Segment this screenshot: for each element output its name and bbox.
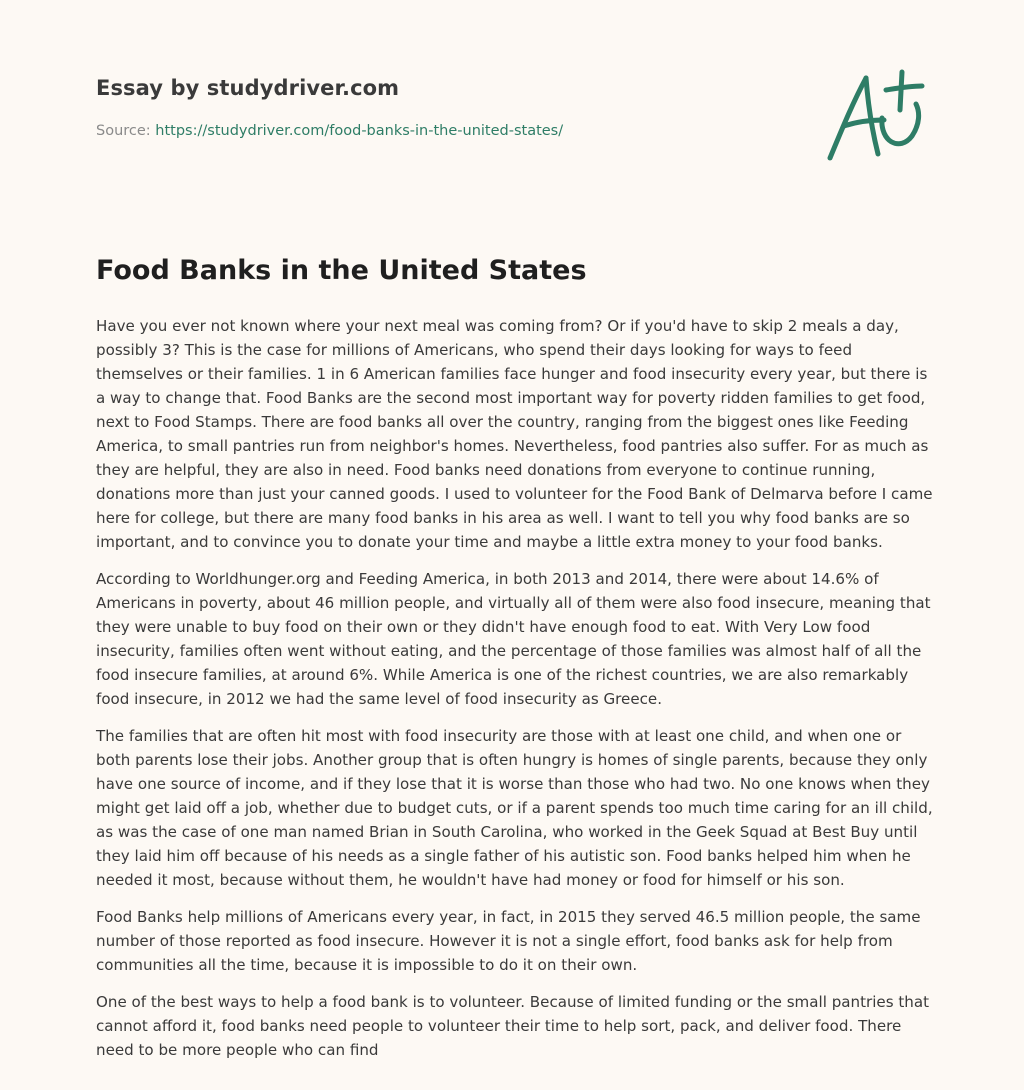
site-title: Essay by studydriver.com bbox=[96, 76, 400, 100]
source-link[interactable]: https://studydriver.com/food-banks-in-the-united-states/ bbox=[155, 123, 564, 139]
essay-paragraph: One of the best ways to help a food bank is to volunteer. Because of limited funding or the small pantries that cannot afford it, food banks need people to volunteer their time to help sort, pack, and deliver food. There need to be more people who can find bbox=[96, 993, 930, 1059]
essay-paragraph: According to Worldhunger.org and Feeding America, in both 2013 and 2014, there were about 14.6% of Americans in poverty, about 46 million people, and virtually all of them were also food insecure, meaning that they were unable to buy food on their own or they didn't have enough food to eat. With Very Low food insecurity, families often went without eating, and the percentage of those families was almost half of all the food insecure families, at around 6%. While America is one of the richest countries, we are also remarkably food insecure, in 2012 we had the same level of food insecurity as Greece. bbox=[96, 570, 931, 708]
essay-body bbox=[96, 314, 936, 1075]
source-label: Source: bbox=[96, 123, 151, 139]
source-line bbox=[96, 123, 563, 139]
essay-paragraph: The families that are often hit most with food insecurity are those with at least one child, and when one or both parents lose their jobs. Another group that is often hungry is homes of single parents, because they only have one source of income, and if they lose that it is worse than those who had two. No one knows when they might get laid off a job, whether due to budget cuts, or if a parent spends too much time caring for an ill child, as was the case of one man named Brian in South Carolina, who worked in the Geek Squad at Best Buy until they laid him off because of his needs as a single father of his autistic son. Food banks helped him when he needed it most, because without them, he wouldn't have had money or food for himself or his son. bbox=[96, 727, 933, 889]
essay-title: Food Banks in the United States bbox=[96, 255, 587, 286]
a-plus-logo-icon bbox=[820, 64, 930, 168]
essay-paragraph: Food Banks help millions of Americans every year, in fact, in 2015 they served 46.5 million people, the same number of those reported as food insecure. However it is not a single effort, food banks ask for help from communities all the time, because it is impossible to do it on their own. bbox=[96, 908, 921, 974]
essay-paragraph: Have you ever not known where your next meal was coming from? Or if you'd have to skip 2 meals a day, possibly 3? This is the case for millions of Americans, who spend their days looking for ways to feed themselves or their families. 1 in 6 American families face hunger and food insecurity every year, but there is a way to change that. Food Banks are the second most important way for poverty ridden families to get food, next to Food Stamps. There are food banks all over the country, ranging from the biggest ones like Feeding America, to small pantries run from neighbor's homes. Nevertheless, food pantries also suffer. For as much as they are helpful, they are also in need. Food banks need donations from everyone to continue running, donations more than just your canned goods. I used to volunteer for the Food Bank of Delmarva before I came here for college, but there are many food banks in his area as well. I want to tell you why food banks are so important, and to convince you to donate your time and maybe a little extra money to your food banks. bbox=[96, 317, 933, 551]
